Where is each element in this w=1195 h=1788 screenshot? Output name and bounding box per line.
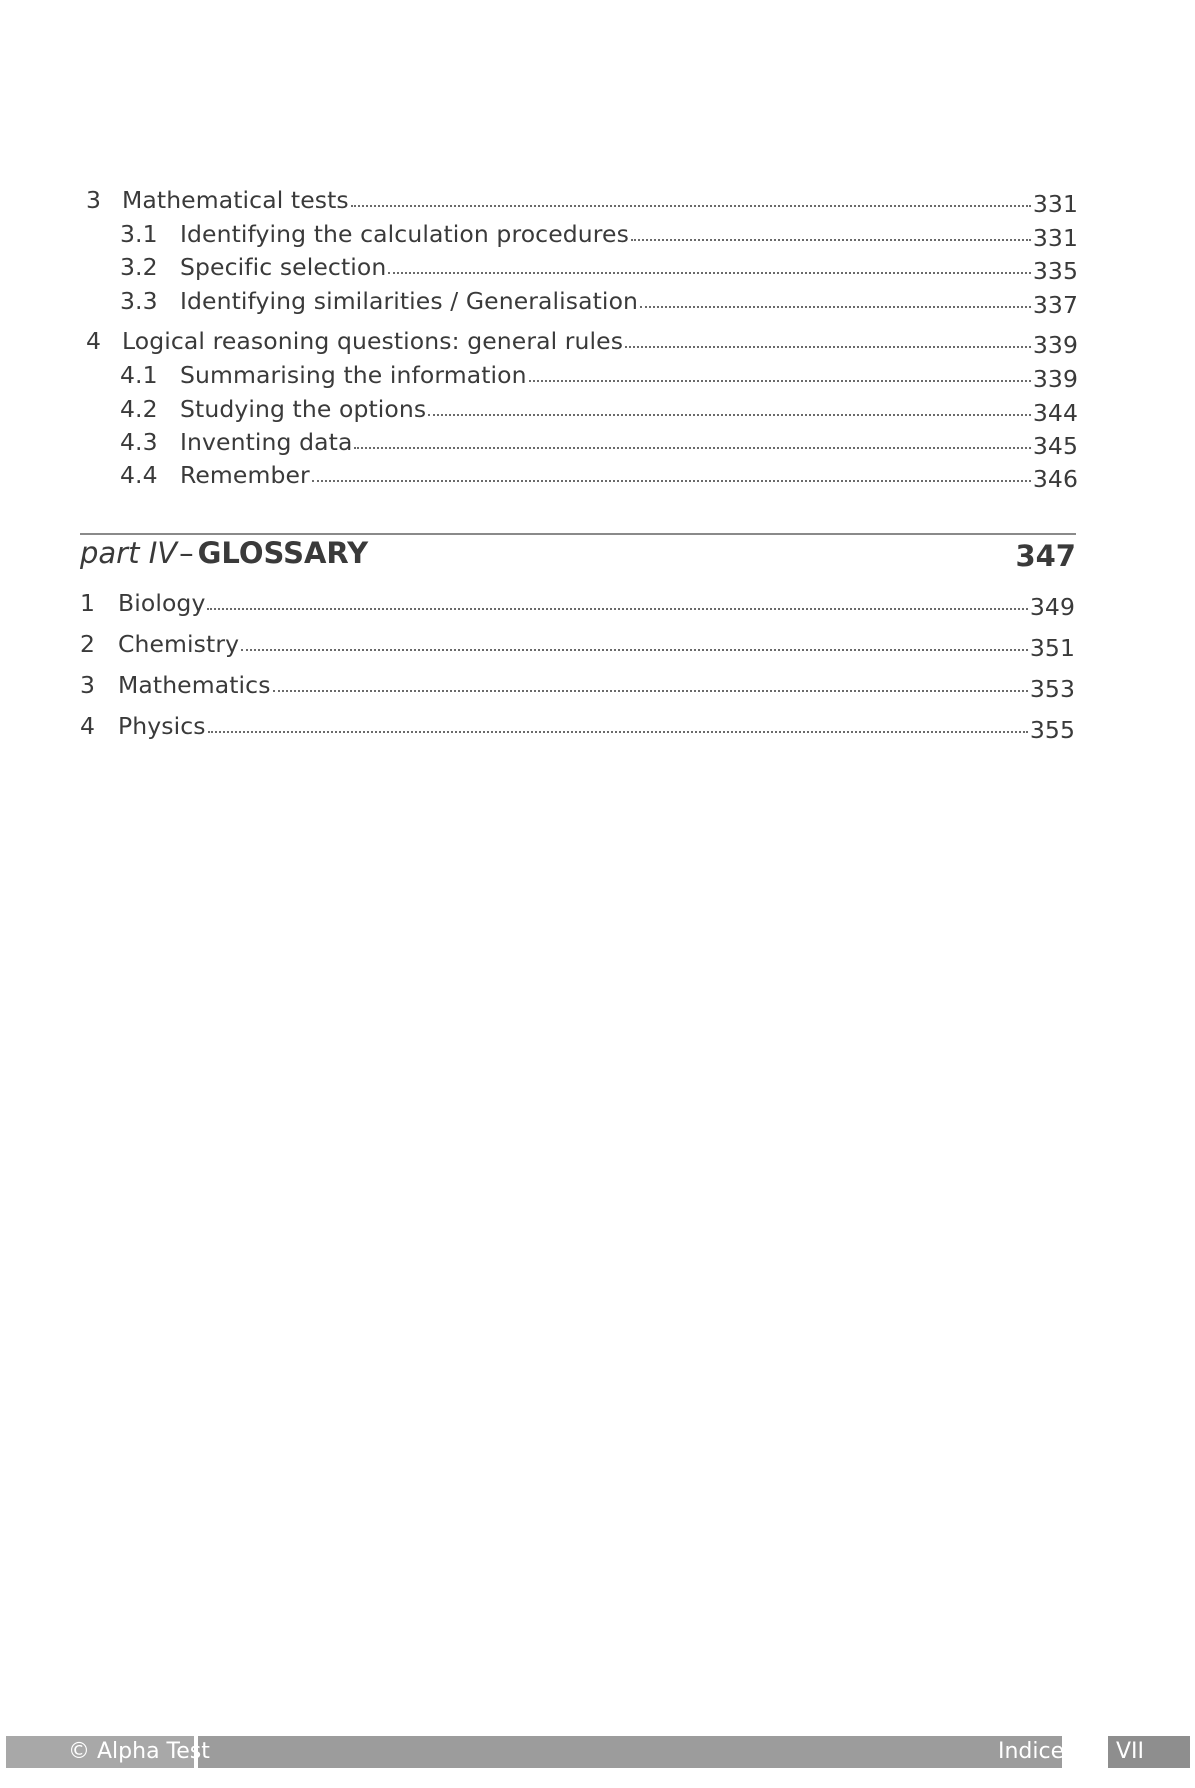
toc-entry-title: Logical reasoning questions: general rules	[122, 327, 624, 355]
toc-entry-page: 355	[1029, 716, 1075, 744]
glossary-entry-1[interactable]	[80, 589, 1075, 621]
toc-entry-number: 4	[80, 712, 96, 740]
toc-entry-title: Biology	[118, 589, 206, 617]
toc-entry-page: 331	[1032, 224, 1078, 252]
toc-entry-title: Summarising the information	[180, 361, 527, 389]
dot-leader	[428, 414, 1031, 416]
toc-entry-title: Remember	[180, 461, 310, 489]
toc-entry-title: Identifying the calculation procedures	[180, 220, 629, 248]
toc-entry-title: Chemistry	[118, 630, 240, 658]
part-divider	[80, 533, 1076, 535]
dot-leader	[312, 480, 1031, 482]
toc-entry-3-1[interactable]	[120, 220, 1078, 252]
toc-entry-3-3[interactable]	[120, 287, 1078, 319]
toc-entry-page: 344	[1032, 399, 1078, 427]
toc-entry-page: 349	[1029, 593, 1075, 621]
toc-entry-3-2[interactable]	[120, 253, 1078, 285]
toc-entry-page: 345	[1032, 432, 1078, 460]
glossary-entry-4[interactable]	[80, 712, 1075, 744]
toc-entry-page: 339	[1032, 365, 1078, 393]
footer-section-label: Indice	[998, 1739, 1065, 1764]
toc-entry-number: 3	[86, 186, 102, 214]
toc-entry-number: 4.1	[120, 361, 158, 389]
toc-entry-title: Identifying similarities / Generalisation	[180, 287, 639, 315]
toc-entry-number: 4.2	[120, 395, 158, 423]
dot-leader	[640, 306, 1031, 308]
toc-entry-title: Mathematical tests	[122, 186, 349, 214]
toc-entry-page: 339	[1032, 331, 1078, 359]
dot-leader	[388, 272, 1030, 274]
part-prefix: part IV	[80, 536, 178, 570]
toc-entry-title: Mathematics	[118, 671, 271, 699]
toc-entry-number: 4.4	[120, 461, 158, 489]
dot-leader	[529, 380, 1031, 382]
part-dash: –	[179, 536, 194, 570]
toc-entry-number: 3	[80, 671, 96, 699]
footer-copyright: © Alpha Test	[68, 1739, 210, 1764]
toc-entry-number: 4.3	[120, 428, 158, 456]
toc-entry-4-4[interactable]	[120, 461, 1078, 493]
toc-entry-number: 3.3	[120, 287, 158, 315]
toc-entry-4-1[interactable]	[120, 361, 1078, 393]
dot-leader	[351, 205, 1031, 207]
dot-leader	[631, 239, 1031, 241]
part-heading[interactable]	[80, 536, 1076, 573]
dot-leader	[208, 731, 1028, 733]
footer-band-middle	[198, 1736, 1065, 1768]
dot-leader	[241, 649, 1028, 651]
dot-leader	[354, 447, 1030, 449]
toc-entry-4-3[interactable]	[120, 428, 1078, 460]
glossary-entry-2[interactable]	[80, 630, 1075, 662]
part-page: 347	[1015, 539, 1076, 573]
toc-entry-page: 351	[1029, 634, 1075, 662]
toc-entry-number: 1	[80, 589, 96, 617]
toc-entry-number: 3.2	[120, 253, 158, 281]
toc-entry-4-2[interactable]	[120, 395, 1078, 427]
toc-entry-number: 2	[80, 630, 96, 658]
toc-entry-page: 346	[1032, 465, 1078, 493]
glossary-entry-3[interactable]	[80, 671, 1075, 703]
part-label	[80, 536, 368, 570]
part-title: GLOSSARY	[197, 536, 369, 570]
footer-page-number: VII	[1116, 1739, 1145, 1764]
toc-entry-3[interactable]	[86, 186, 1078, 218]
dot-leader	[625, 346, 1031, 348]
dot-leader	[273, 690, 1028, 692]
dot-leader	[207, 608, 1027, 610]
toc-entry-number: 4	[86, 327, 102, 355]
toc-entry-page: 331	[1032, 190, 1078, 218]
toc-entry-title: Studying the options	[180, 395, 427, 423]
toc-entry-page: 337	[1032, 291, 1078, 319]
toc-entry-4[interactable]	[86, 327, 1078, 359]
toc-entry-title: Physics	[118, 712, 206, 740]
toc-entry-title: Inventing data	[180, 428, 353, 456]
toc-entry-title: Specific selection	[180, 253, 387, 281]
toc-entry-page: 353	[1029, 675, 1075, 703]
toc-entry-page: 335	[1032, 257, 1078, 285]
toc-entry-number: 3.1	[120, 220, 158, 248]
